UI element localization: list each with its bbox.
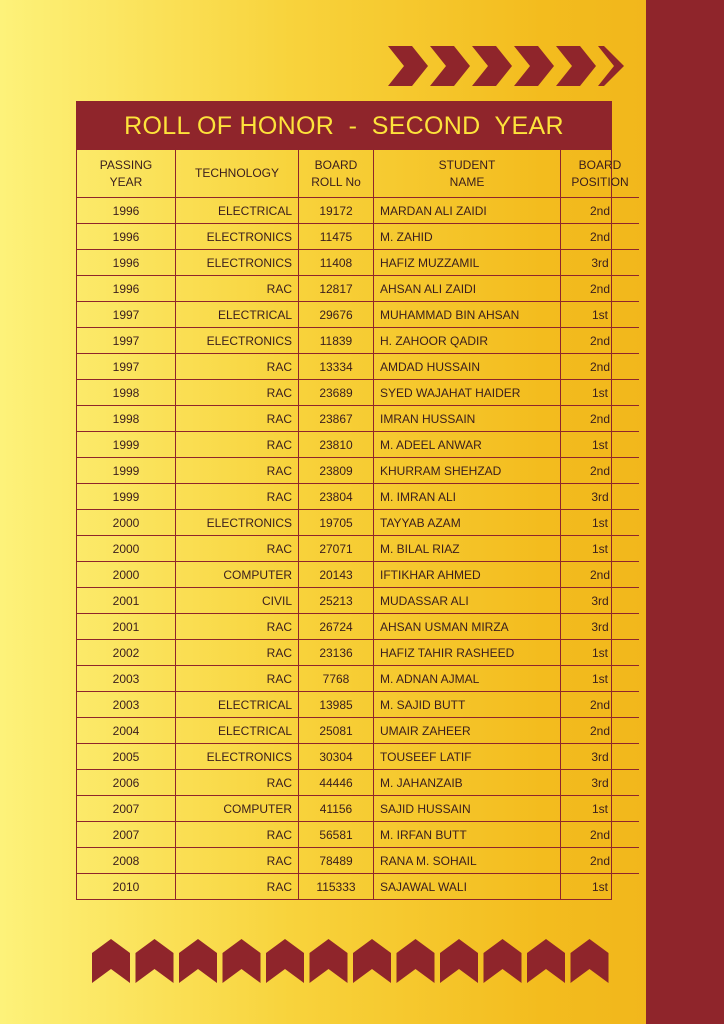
cell-board-roll-no: 29676: [299, 302, 374, 328]
cell-board-position: 2nd: [561, 458, 640, 484]
cell-board-roll-no: 23689: [299, 380, 374, 406]
table-row: [77, 406, 639, 432]
table-row: [77, 432, 639, 458]
table-row: [77, 510, 639, 536]
cell-student-name: M. IRFAN BUTT: [374, 822, 561, 848]
cell-board-roll-no: 30304: [299, 744, 374, 770]
cell-board-position: 1st: [561, 640, 640, 666]
cell-board-roll-no: 19705: [299, 510, 374, 536]
top-chevron-ornament: [388, 46, 628, 86]
cell-technology: ELECTRONICS: [176, 250, 299, 276]
cell-student-name: HAFIZ MUZZAMIL: [374, 250, 561, 276]
cell-board-roll-no: 11408: [299, 250, 374, 276]
cell-board-roll-no: 27071: [299, 536, 374, 562]
header-student-name: STUDENT NAME: [374, 150, 561, 198]
cell-board-position: 1st: [561, 666, 640, 692]
cell-passing-year: 2001: [77, 588, 176, 614]
table-row: [77, 614, 639, 640]
cell-student-name: SAJAWAL WALI: [374, 874, 561, 900]
table-row: [77, 640, 639, 666]
cell-student-name: TOUSEEF LATIF: [374, 744, 561, 770]
table-row: [77, 848, 639, 874]
cell-technology: ELECTRICAL: [176, 302, 299, 328]
table-row: [77, 718, 639, 744]
cell-passing-year: 2007: [77, 822, 176, 848]
chevron-shape: [136, 939, 174, 983]
cell-passing-year: 1997: [77, 302, 176, 328]
cell-student-name: KHURRAM SHEHZAD: [374, 458, 561, 484]
cell-board-roll-no: 7768: [299, 666, 374, 692]
table-row: [77, 328, 639, 354]
cell-passing-year: 2005: [77, 744, 176, 770]
cell-board-roll-no: 115333: [299, 874, 374, 900]
roll-of-honor-table-container: [76, 101, 629, 900]
cell-technology: RAC: [176, 458, 299, 484]
table-row: [77, 744, 639, 770]
cell-passing-year: 2000: [77, 510, 176, 536]
cell-technology: RAC: [176, 848, 299, 874]
cell-student-name: M. ZAHID: [374, 224, 561, 250]
cell-passing-year: 2006: [77, 770, 176, 796]
table-row: [77, 692, 639, 718]
cell-student-name: IFTIKHAR AHMED: [374, 562, 561, 588]
chevron-shape: [571, 939, 609, 983]
cell-technology: COMPUTER: [176, 796, 299, 822]
cell-passing-year: 2010: [77, 874, 176, 900]
table-row: [77, 484, 639, 510]
cell-board-roll-no: 25081: [299, 718, 374, 744]
cell-board-roll-no: 44446: [299, 770, 374, 796]
cell-student-name: TAYYAB AZAM: [374, 510, 561, 536]
cell-student-name: IMRAN HUSSAIN: [374, 406, 561, 432]
cell-passing-year: 2003: [77, 692, 176, 718]
cell-student-name: H. ZAHOOR QADIR: [374, 328, 561, 354]
cell-passing-year: 1997: [77, 354, 176, 380]
cell-passing-year: 1996: [77, 224, 176, 250]
cell-technology: RAC: [176, 536, 299, 562]
table-row: [77, 588, 639, 614]
cell-student-name: M. ADNAN AJMAL: [374, 666, 561, 692]
chevron-shape: [353, 939, 391, 983]
cell-student-name: MUDASSAR ALI: [374, 588, 561, 614]
cell-technology: COMPUTER: [176, 562, 299, 588]
cell-board-position: 3rd: [561, 588, 640, 614]
cell-passing-year: 2001: [77, 614, 176, 640]
cell-passing-year: 2008: [77, 848, 176, 874]
table-row: [77, 874, 639, 900]
chevron-shape: [223, 939, 261, 983]
cell-board-roll-no: 26724: [299, 614, 374, 640]
cell-passing-year: 1999: [77, 458, 176, 484]
cell-board-roll-no: 23809: [299, 458, 374, 484]
cell-board-position: 3rd: [561, 744, 640, 770]
cell-passing-year: 1996: [77, 198, 176, 224]
table-row: [77, 536, 639, 562]
cell-student-name: M. BILAL RIAZ: [374, 536, 561, 562]
cell-student-name: UMAIR ZAHEER: [374, 718, 561, 744]
chevron-shape: [527, 939, 565, 983]
cell-board-position: 1st: [561, 380, 640, 406]
cell-technology: ELECTRICAL: [176, 718, 299, 744]
cell-student-name: AHSAN ALI ZAIDI: [374, 276, 561, 302]
cell-board-position: 1st: [561, 432, 640, 458]
chevron-shape: [484, 939, 522, 983]
cell-passing-year: 1997: [77, 328, 176, 354]
header-board-roll-no: BOARD ROLL No: [299, 150, 374, 198]
cell-passing-year: 2007: [77, 796, 176, 822]
cell-board-roll-no: 23136: [299, 640, 374, 666]
page-title: ROLL OF HONOR - SECOND YEAR: [77, 102, 611, 150]
cell-technology: ELECTRICAL: [176, 198, 299, 224]
cell-board-roll-no: 23867: [299, 406, 374, 432]
cell-board-position: 1st: [561, 510, 640, 536]
cell-board-roll-no: 56581: [299, 822, 374, 848]
cell-student-name: AMDAD HUSSAIN: [374, 354, 561, 380]
cell-student-name: M. IMRAN ALI: [374, 484, 561, 510]
cell-passing-year: 1999: [77, 484, 176, 510]
cell-technology: RAC: [176, 276, 299, 302]
cell-student-name: RANA M. SOHAIL: [374, 848, 561, 874]
chevron-shape: [440, 939, 478, 983]
cell-student-name: MUHAMMAD BIN AHSAN: [374, 302, 561, 328]
cell-board-position: 2nd: [561, 718, 640, 744]
table-row: [77, 354, 639, 380]
cell-passing-year: 2000: [77, 562, 176, 588]
cell-student-name: M. ADEEL ANWAR: [374, 432, 561, 458]
table-row: [77, 276, 639, 302]
cell-student-name: SAJID HUSSAIN: [374, 796, 561, 822]
cell-board-roll-no: 25213: [299, 588, 374, 614]
table-row: [77, 822, 639, 848]
cell-technology: RAC: [176, 770, 299, 796]
table-row: [77, 224, 639, 250]
table-row: [77, 380, 639, 406]
cell-board-roll-no: 19172: [299, 198, 374, 224]
cell-technology: RAC: [176, 614, 299, 640]
cell-technology: RAC: [176, 822, 299, 848]
cell-technology: RAC: [176, 406, 299, 432]
cell-board-roll-no: 11839: [299, 328, 374, 354]
cell-board-position: 2nd: [561, 224, 640, 250]
right-decorative-band: [646, 0, 724, 1024]
cell-board-position: 2nd: [561, 198, 640, 224]
cell-passing-year: 1996: [77, 250, 176, 276]
table-row: [77, 770, 639, 796]
cell-board-position: 3rd: [561, 484, 640, 510]
cell-student-name: M. JAHANZAIB: [374, 770, 561, 796]
chevron-shape: [310, 939, 348, 983]
cell-technology: ELECTRONICS: [176, 744, 299, 770]
cell-board-position: 2nd: [561, 822, 640, 848]
cell-technology: RAC: [176, 640, 299, 666]
cell-technology: ELECTRONICS: [176, 224, 299, 250]
cell-board-position: 2nd: [561, 276, 640, 302]
cell-passing-year: 1998: [77, 406, 176, 432]
table-row: [77, 796, 639, 822]
cell-technology: CIVIL: [176, 588, 299, 614]
cell-board-position: 2nd: [561, 692, 640, 718]
cell-board-roll-no: 78489: [299, 848, 374, 874]
cell-board-position: 2nd: [561, 562, 640, 588]
header-passing-year: PASSING YEAR: [77, 150, 176, 198]
cell-board-position: 2nd: [561, 406, 640, 432]
cell-technology: RAC: [176, 666, 299, 692]
cell-student-name: MARDAN ALI ZAIDI: [374, 198, 561, 224]
header-technology: TECHNOLOGY: [176, 150, 299, 198]
cell-board-position: 1st: [561, 796, 640, 822]
cell-board-position: 1st: [561, 536, 640, 562]
cell-technology: RAC: [176, 354, 299, 380]
cell-board-position: 3rd: [561, 614, 640, 640]
cell-technology: ELECTRONICS: [176, 328, 299, 354]
table-row: [77, 666, 639, 692]
cell-student-name: HAFIZ TAHIR RASHEED: [374, 640, 561, 666]
cell-technology: ELECTRONICS: [176, 510, 299, 536]
cell-board-roll-no: 13985: [299, 692, 374, 718]
cell-technology: RAC: [176, 432, 299, 458]
cell-passing-year: 1999: [77, 432, 176, 458]
cell-board-roll-no: 41156: [299, 796, 374, 822]
cell-board-position: 1st: [561, 302, 640, 328]
cell-board-roll-no: 13334: [299, 354, 374, 380]
chevron-shape: [266, 939, 304, 983]
cell-board-roll-no: 20143: [299, 562, 374, 588]
table-row: [77, 562, 639, 588]
roll-of-honor-table: [77, 150, 639, 899]
cell-passing-year: 2004: [77, 718, 176, 744]
chevron-shape: [92, 939, 130, 983]
cell-technology: RAC: [176, 484, 299, 510]
cell-board-position: 1st: [561, 874, 640, 900]
chevron-shape: [179, 939, 217, 983]
cell-board-roll-no: 23804: [299, 484, 374, 510]
bottom-chevron-ornament: [92, 939, 612, 983]
cell-board-position: 2nd: [561, 354, 640, 380]
cell-board-roll-no: 12817: [299, 276, 374, 302]
cell-student-name: AHSAN USMAN MIRZA: [374, 614, 561, 640]
table-row: [77, 302, 639, 328]
cell-board-position: 2nd: [561, 848, 640, 874]
cell-student-name: M. SAJID BUTT: [374, 692, 561, 718]
chevron-shape: [397, 939, 435, 983]
table-header-row: [77, 150, 639, 198]
cell-student-name: SYED WAJAHAT HAIDER: [374, 380, 561, 406]
cell-technology: ELECTRICAL: [176, 692, 299, 718]
table-row: [77, 198, 639, 224]
cell-board-position: 3rd: [561, 250, 640, 276]
cell-passing-year: 2002: [77, 640, 176, 666]
cell-passing-year: 1996: [77, 276, 176, 302]
table-row: [77, 458, 639, 484]
cell-technology: RAC: [176, 380, 299, 406]
cell-passing-year: 1998: [77, 380, 176, 406]
cell-passing-year: 2000: [77, 536, 176, 562]
cell-technology: RAC: [176, 874, 299, 900]
cell-board-position: 2nd: [561, 328, 640, 354]
cell-board-roll-no: 11475: [299, 224, 374, 250]
cell-board-roll-no: 23810: [299, 432, 374, 458]
cell-passing-year: 2003: [77, 666, 176, 692]
cell-board-position: 3rd: [561, 770, 640, 796]
header-board-position: BOARD POSITION: [561, 150, 640, 198]
table-row: [77, 250, 639, 276]
